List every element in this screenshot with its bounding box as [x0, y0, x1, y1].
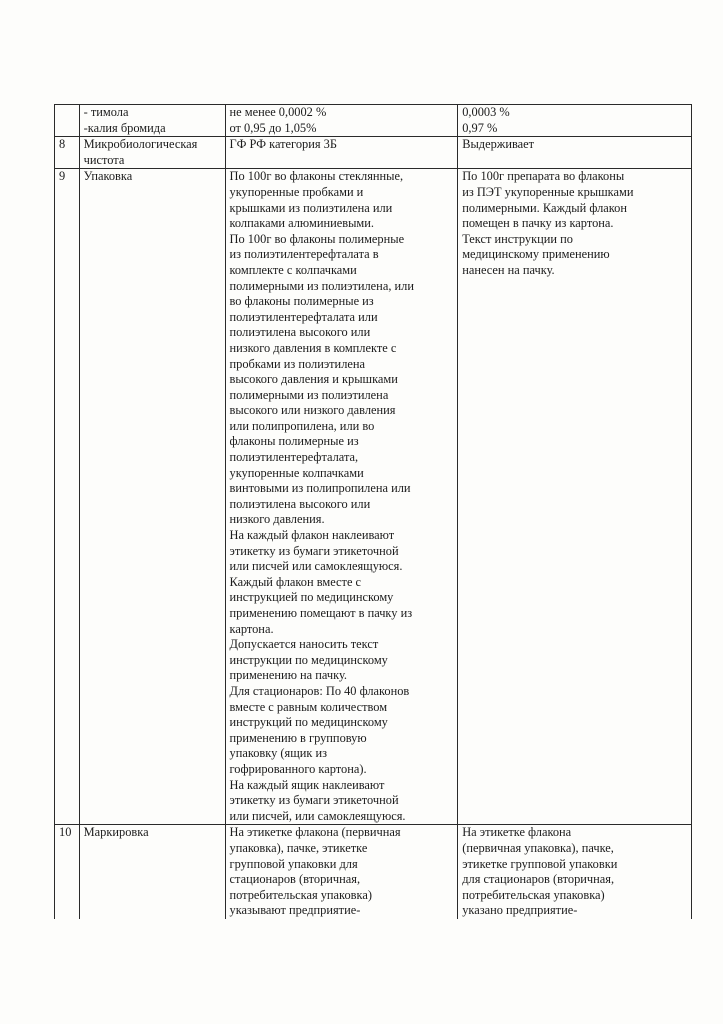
text-line: Упаковка	[83, 169, 133, 184]
text-line: На этикетке флакона (первичная	[229, 825, 401, 840]
text-line: чистота	[83, 152, 125, 167]
text-line: полимерными из полиэтилена	[229, 387, 389, 402]
result-cell	[458, 105, 692, 137]
text-line: инструкции по медицинскому	[229, 652, 388, 667]
text-line: этикетке групповой упаковки	[462, 856, 618, 871]
text-line: комплекте с колпачками	[229, 262, 357, 277]
text-line: во флаконы полимерные из	[229, 294, 374, 309]
text-line: крышками из полиэтилена или	[229, 200, 393, 215]
parameter-name	[79, 137, 225, 169]
text-line: На каждый ящик наклеивают	[229, 777, 385, 792]
result-cell	[458, 137, 692, 169]
specification-cell	[225, 105, 458, 137]
text-line: Микробиологическая	[83, 137, 198, 152]
table-row	[55, 169, 692, 825]
text-line: полиэтилена высокого или	[229, 496, 371, 511]
text-line: указывают предприятие-	[229, 903, 361, 918]
text-line: По 100г препарата во флаконы	[462, 169, 625, 184]
text-line: ГФ РФ категория 3Б	[229, 137, 337, 152]
text-line: Выдерживает	[462, 137, 535, 152]
text-line: от 0,95 до 1,05%	[229, 120, 317, 135]
text-line: флаконы полимерные из	[229, 434, 359, 449]
text-line: Для стационаров: По 40 флаконов	[229, 683, 410, 698]
specification-cell	[225, 137, 458, 169]
text-line: инструкций по медицинскому	[229, 715, 388, 730]
text-line: Маркировка	[83, 825, 149, 840]
text-line: полиэтилена высокого или	[229, 325, 371, 340]
table-row	[55, 105, 692, 137]
text-line: (первичная упаковка), пачке,	[462, 840, 614, 855]
text-line: 0,97 %	[462, 120, 498, 135]
spec-table	[54, 104, 692, 919]
text-line: потребительская упаковка)	[462, 887, 605, 902]
row-number: 10	[55, 825, 80, 919]
text-line: полиэтилентерефталата,	[229, 450, 359, 465]
text-line: этикетку из бумаги этикеточной	[229, 793, 399, 808]
parameter-name	[79, 105, 225, 137]
text-line: низкого давления.	[229, 512, 325, 527]
parameter-name	[79, 169, 225, 825]
text-line: нанесен на пачку.	[462, 262, 555, 277]
text-line: или полипропилена, или во	[229, 418, 375, 433]
text-line: колпаками алюминиевыми.	[229, 216, 375, 231]
text-line: упаковку (ящик из	[229, 746, 328, 761]
text-line: пробками из полиэтилена	[229, 356, 366, 371]
text-line: полиэтилентерефталата или	[229, 309, 378, 324]
text-line: групповой упаковки для	[229, 856, 358, 871]
text-line: - тимола	[83, 105, 129, 119]
row-number: 8	[55, 137, 80, 169]
text-line: На каждый флакон наклеивают	[229, 528, 395, 543]
text-line: картона.	[229, 621, 274, 636]
text-line: помещен в пачку из картона.	[462, 216, 614, 231]
text-line: низкого давления в комплекте с	[229, 340, 397, 355]
text-line: Допускается наносить текст	[229, 637, 379, 652]
text-line: или писчей, или самоклеящуюся.	[229, 808, 406, 823]
result-cell	[458, 825, 692, 919]
parameter-name	[79, 825, 225, 919]
text-line: По 100г во флаконы полимерные	[229, 231, 405, 246]
row-number: 9	[55, 169, 80, 825]
text-line: укупоренные колпачками	[229, 465, 364, 480]
text-line: не менее 0,0002 %	[229, 105, 327, 119]
text-line: из полиэтилентерефталата в	[229, 247, 379, 262]
text-line: полимерными из полиэтилена, или	[229, 278, 414, 293]
text-line: Текст инструкции по	[462, 231, 573, 246]
text-line: На этикетке флакона	[462, 825, 572, 840]
result-cell	[458, 169, 692, 825]
text-line: высокого давления и крышками	[229, 372, 398, 387]
text-line: для стационаров (вторичная,	[462, 872, 615, 887]
row-number	[55, 105, 80, 137]
text-line: упаковка), пачке, этикетке	[229, 840, 368, 855]
table-row	[55, 825, 692, 919]
text-line: этикетку из бумаги этикеточной	[229, 543, 399, 558]
text-line: гофрированного картона).	[229, 761, 367, 776]
text-line: укупоренные пробками и	[229, 184, 364, 199]
text-line: -калия бромида	[83, 120, 166, 135]
text-line: медицинскому применению	[462, 247, 610, 262]
text-line: полимерными. Каждый флакон	[462, 200, 627, 215]
text-line: применению на пачку.	[229, 668, 348, 683]
text-line: Каждый флакон вместе с	[229, 574, 362, 589]
table-row	[55, 137, 692, 169]
text-line: потребительская упаковка)	[229, 887, 372, 902]
text-line: применению в групповую	[229, 730, 367, 745]
text-line: применению помещают в пачку из	[229, 606, 413, 620]
text-line: указано предприятие-	[462, 903, 578, 918]
text-line: высокого или низкого давления	[229, 403, 396, 418]
specification-cell	[225, 825, 458, 919]
text-line: По 100г во флаконы стеклянные,	[229, 169, 404, 184]
specification-cell	[225, 169, 458, 825]
text-line: 0,0003 %	[462, 105, 510, 119]
text-line: стационаров (вторичная,	[229, 872, 361, 887]
text-line: винтовыми из полипропилена или	[229, 481, 411, 496]
text-line: из ПЭТ укупоренные крышками	[462, 184, 634, 199]
text-line: инструкцией по медицинскому	[229, 590, 394, 605]
text-line: или писчей или самоклеящуюся.	[229, 559, 403, 574]
text-line: вместе с равным количеством	[229, 699, 388, 714]
